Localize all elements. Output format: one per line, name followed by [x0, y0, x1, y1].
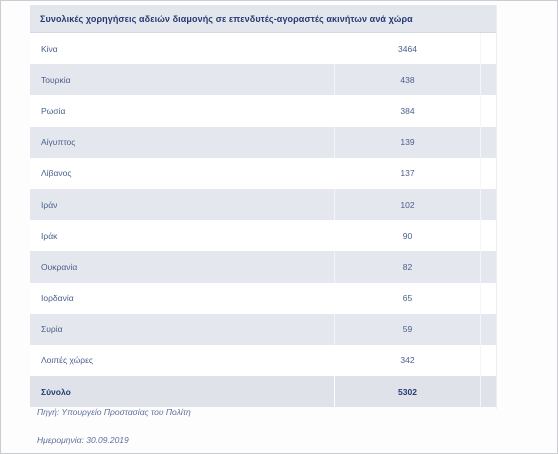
country-cell: Ουκρανία: [41, 261, 78, 272]
table-row: [30, 64, 496, 95]
country-cell: Συρία: [41, 324, 63, 335]
value-cell: 59: [334, 314, 480, 345]
spacer-cell: [480, 251, 496, 282]
value-cell: 3464: [334, 33, 480, 64]
spacer-cell: [480, 64, 496, 95]
spacer-cell: [480, 220, 496, 251]
table-row: [30, 95, 496, 126]
total-value: 5302: [334, 376, 480, 407]
value-cell: 82: [334, 251, 480, 282]
total-row: [30, 376, 496, 407]
country-cell: Ρωσία: [41, 105, 66, 116]
spacer-cell: [480, 95, 496, 126]
country-cell: Αίγυπτος: [41, 137, 76, 148]
spacer-cell: [480, 127, 496, 158]
value-cell: 65: [334, 283, 480, 314]
spacer-cell: [480, 345, 496, 376]
value-cell: 438: [334, 64, 480, 95]
country-cell: Λοιπές χώρες: [41, 355, 93, 366]
table-row: [30, 158, 496, 189]
spacer-cell: [480, 33, 496, 64]
table-right-rule: [496, 5, 497, 409]
value-cell: 90: [334, 220, 480, 251]
spacer-cell: [480, 158, 496, 189]
spacer-cell: [480, 314, 496, 345]
country-cell: Ιορδανία: [41, 293, 74, 304]
total-label: Σύνολο: [41, 386, 71, 397]
permits-by-country-table: [30, 5, 496, 407]
country-cell: Λίβανος: [41, 168, 72, 179]
spacer-cell: [480, 376, 496, 407]
table-row: [30, 189, 496, 220]
country-cell: Ιράκ: [41, 230, 58, 241]
spacer-cell: [480, 189, 496, 220]
source-note: Πηγή: Υπουργείο Προστασίας του Πολίτη: [37, 407, 191, 417]
table-row: [30, 220, 496, 251]
table-row: [30, 345, 496, 376]
value-cell: 139: [334, 127, 480, 158]
table-row: [30, 33, 496, 64]
value-cell: 102: [334, 189, 480, 220]
value-cell: 384: [334, 95, 480, 126]
country-cell: Ιράν: [41, 199, 58, 210]
value-cell: 137: [334, 158, 480, 189]
table-row: [30, 314, 496, 345]
table-row: [30, 127, 496, 158]
country-cell: Κίνα: [41, 43, 58, 54]
table-row: [30, 251, 496, 282]
table-header: [30, 5, 496, 33]
table-title: Συνολικές χορηγήσεις αδειών διαμονής σε επενδυτές-αγοραστές ακινήτων ανά χώρα: [40, 13, 413, 24]
spacer-cell: [480, 283, 496, 314]
date-note: Ημερομηνία: 30.09.2019: [37, 435, 129, 445]
country-cell: Τουρκία: [41, 74, 71, 85]
value-cell: 342: [334, 345, 480, 376]
table-row: [30, 283, 496, 314]
